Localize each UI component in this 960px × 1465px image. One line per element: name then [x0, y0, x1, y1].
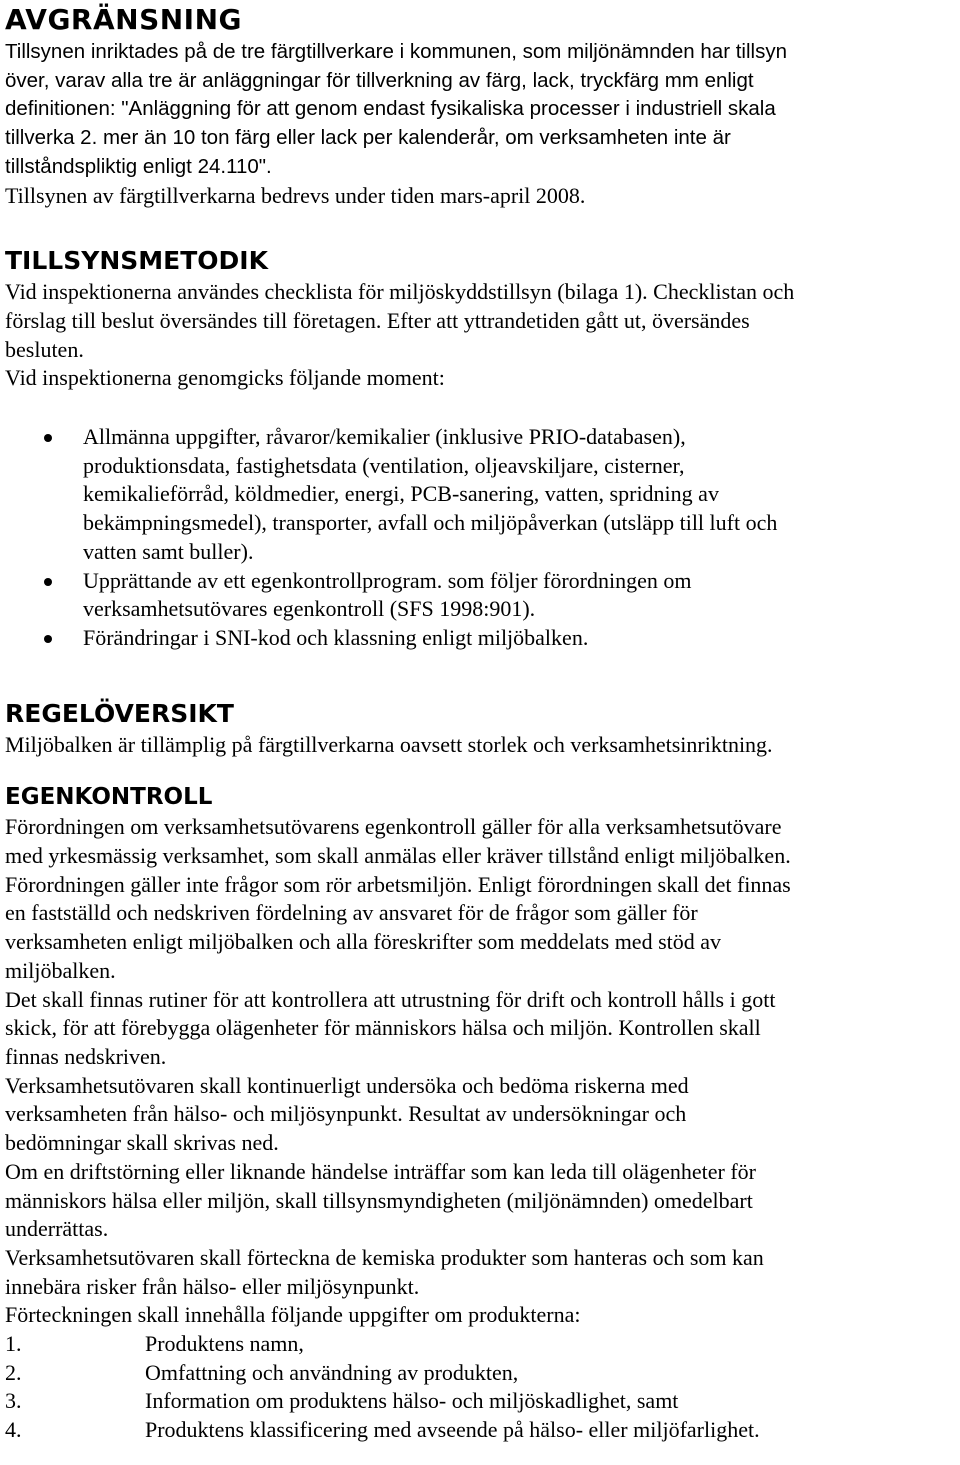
text-line: över, varav alla tre är anläggningar för tillverkning av färg, lack, tryckfärg mm enligt — [5, 68, 754, 92]
text-line: människors hälsa eller miljön, skall tillsynsmyndigheten (miljönämnden) omedelbart — [5, 1187, 753, 1213]
item-number: 3. — [5, 1388, 22, 1414]
list-item-line: produktionsdata, fastighetsdata (ventilation, oljeavskiljare, cisterner, — [83, 452, 685, 478]
item-text: Information om produktens hälso- och miljöskadlighet, samt — [145, 1388, 679, 1414]
text-line: förslag till beslut översändes till företagen. Efter att yttrandetiden gått ut, översändes — [5, 307, 750, 333]
tillsynsmetodik-body — [5, 278, 955, 393]
list-item-line: bekämpningsmedel), transporter, avfall och miljöpåverkan (utsläpp till luft och — [83, 510, 778, 536]
text-line: miljöbalken. — [5, 957, 116, 983]
text-line: verksamheten enligt miljöbalken och alla föreskrifter som meddelats med stöd av — [5, 929, 722, 955]
tillsynsmetodik-intro: Vid inspektionerna genomgicks följande moment: — [5, 365, 445, 391]
avgransning-period: Tillsynen av färgtillverkarna bedrevs under tiden mars-april 2008. — [5, 182, 586, 208]
text-line: besluten. — [5, 336, 84, 362]
item-number: 2. — [5, 1359, 22, 1385]
list-item-line: vatten samt buller). — [83, 538, 254, 564]
text-line: tillverka 2. mer än 10 ton färg eller lack per kalenderår, om verksamheten inte är — [5, 126, 731, 150]
text-line: Verksamhetsutövaren skall förteckna de kemiska produkter som hanteras och som kan — [5, 1244, 764, 1270]
text-line: Vid inspektionerna användes checklista för miljöskyddstillsyn (bilaga 1). Checklistan och — [5, 279, 795, 305]
product-info-list — [5, 1330, 955, 1445]
item-number: 4. — [5, 1417, 22, 1443]
item-text: Omfattning och användning av produkten, — [145, 1359, 519, 1385]
bullet-icon — [44, 578, 52, 586]
text-line: Tillsynen inriktades på de tre färgtillverkare i kommunen, som miljönämnden har tillsyn — [5, 40, 787, 63]
text-line: underrättas. — [5, 1216, 109, 1242]
list-item — [5, 423, 955, 567]
numbered-item — [5, 1416, 955, 1445]
heading-egenkontroll: EGENKONTROLL — [5, 784, 213, 811]
text-line: med yrkesmässig verksamhet, som skall anmälas eller kräver tillstånd enligt miljöbalken. — [5, 843, 791, 869]
heading-avgransning: AVGRÄNSNING — [5, 3, 243, 36]
text-line: Förordningen om verksamhetsutövarens egenkontroll gäller för alla verksamhetsutövare — [5, 814, 782, 840]
bullet-icon — [44, 635, 52, 643]
text-line: verksamheten från hälso- och miljösynpunkt. Resultat av undersökningar och — [5, 1101, 687, 1127]
text-line: en fastställd och nedskriven fördelning av ansvaret för de frågor som gäller för — [5, 900, 698, 926]
text-line: Förordningen gäller inte frågor som rör arbetsmiljön. Enligt förordningen skall det finnas — [5, 871, 791, 897]
text-line: innebära risker från hälso- eller miljösynpunkt. — [5, 1273, 420, 1299]
text-line: finnas nedskriven. — [5, 1043, 167, 1069]
bullet-icon — [44, 434, 52, 442]
text-line: definitionen: "Anläggning för att genom endast fysikaliska processer i industriell skala — [5, 97, 776, 121]
text-line: Om en driftstörning eller liknande händelse inträffar som kan leda till olägenheter för — [5, 1158, 757, 1184]
heading-tillsynsmetodik: TILLSYNSMETODIK — [5, 246, 268, 276]
text-line: bedömningar skall skrivas ned. — [5, 1130, 279, 1156]
regeloversikt-text: Miljöbalken är tillämplig på färgtillverkarna oavsett storlek och verksamhetsinriktning. — [5, 731, 773, 757]
text-line: Verksamhetsutövaren skall kontinuerligt undersöka och bedöma riskerna med — [5, 1072, 689, 1098]
list-item — [5, 567, 955, 624]
list-item-line: Allmänna uppgifter, råvaror/kemikalier (inklusive PRIO-databasen), — [83, 424, 686, 450]
avgransning-body — [5, 38, 955, 182]
text-line: skick, för att förebygga olägenheter för människors hälsa och miljön. Kontrollen skall — [5, 1015, 761, 1041]
text-line: tillståndspliktig enligt 24.110". — [5, 154, 272, 178]
moment-list — [5, 423, 955, 653]
list-item — [5, 624, 955, 653]
item-text: Produktens namn, — [145, 1331, 304, 1357]
list-item-line: kemikalieförråd, köldmedier, energi, PCB-sanering, vatten, spridning av — [83, 481, 719, 507]
item-text: Produktens klassificering med avseende på hälso- eller miljöfarlighet. — [145, 1417, 760, 1443]
list-item-line: verksamhetsutövares egenkontroll (SFS 1998:901). — [83, 596, 536, 622]
numbered-item — [5, 1387, 955, 1416]
item-number: 1. — [5, 1331, 22, 1357]
heading-regeloversikt: REGELÖVERSIKT — [5, 698, 234, 728]
text-line: Förteckningen skall innehålla följande uppgifter om produkterna: — [5, 1302, 581, 1328]
egenkontroll-body — [5, 813, 955, 1330]
numbered-item — [5, 1359, 955, 1388]
list-item-line: Förändringar i SNI-kod och klassning enligt miljöbalken. — [83, 624, 589, 650]
numbered-item — [5, 1330, 955, 1359]
text-line: Det skall finnas rutiner för att kontrollera att utrustning för drift och kontroll hålls i gott — [5, 986, 776, 1012]
list-item-line: Upprättande av ett egenkontrollprogram. som följer förordningen om — [83, 567, 692, 593]
